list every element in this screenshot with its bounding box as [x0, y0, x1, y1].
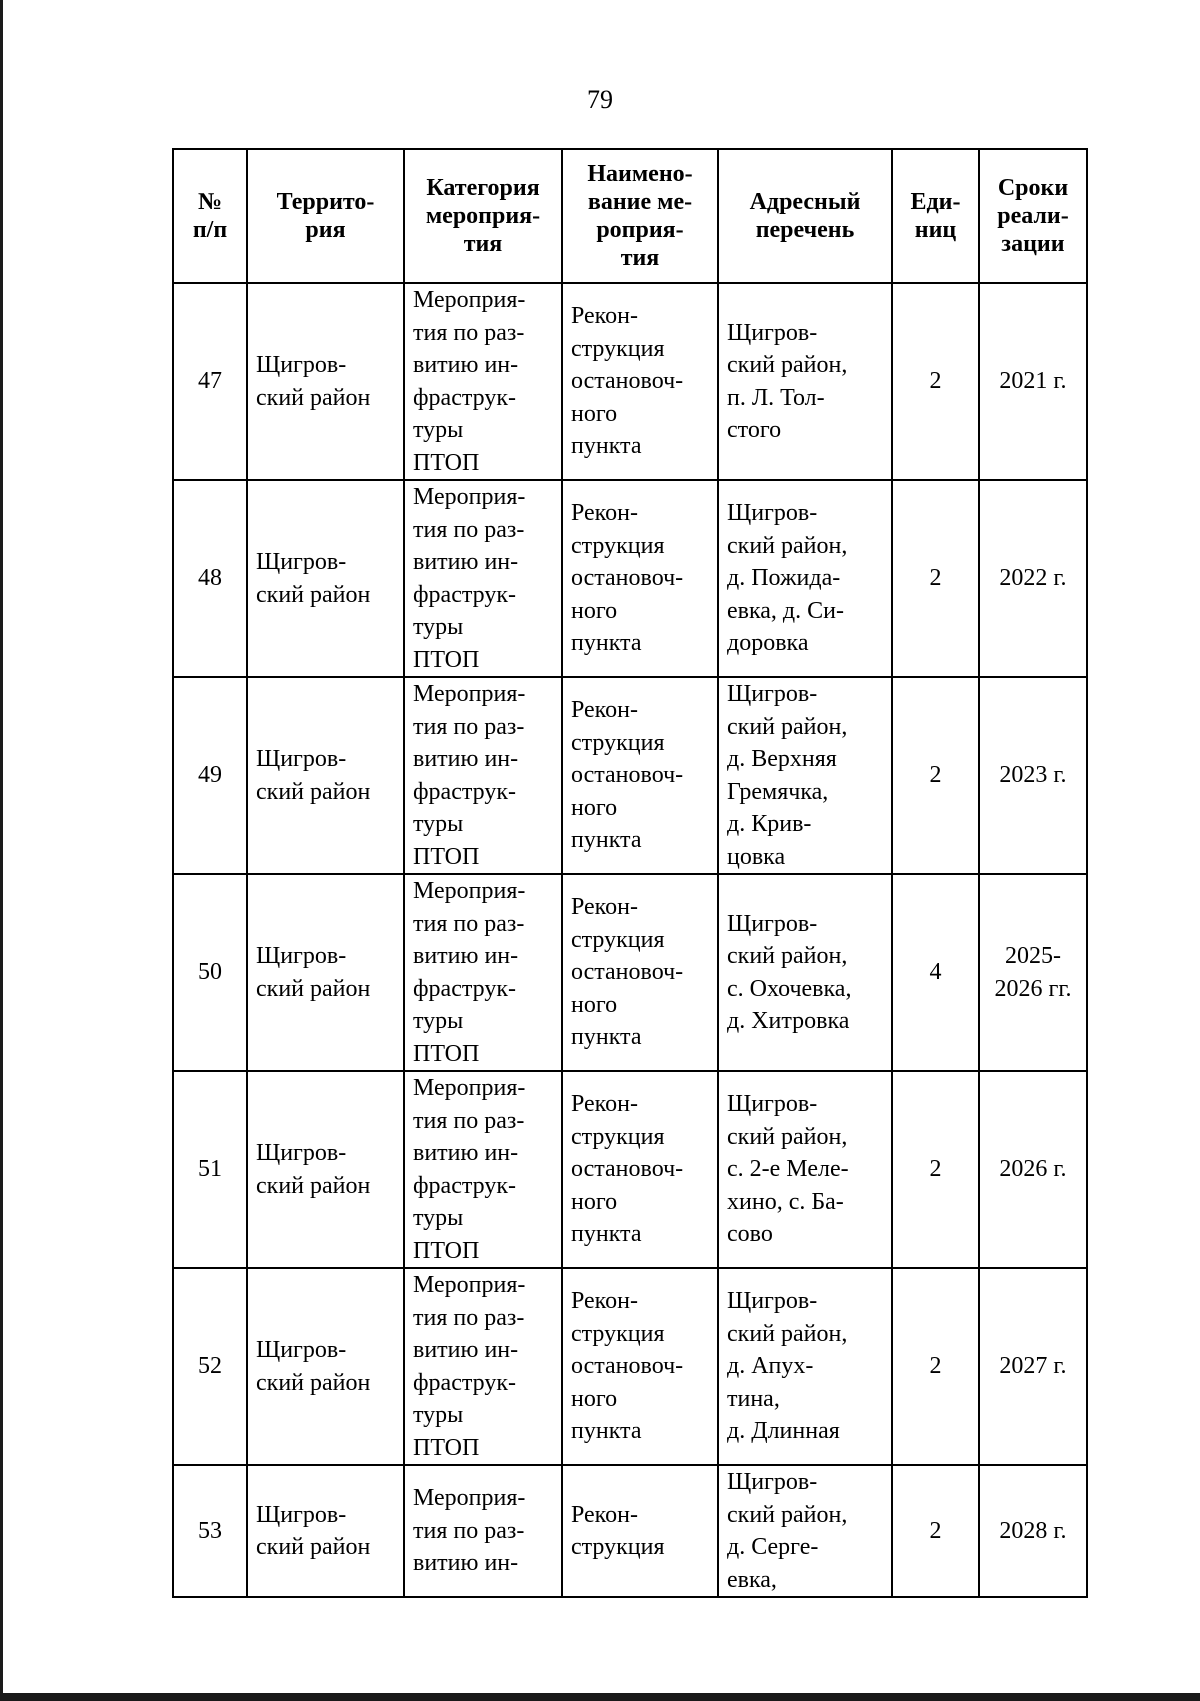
cell-territory: Щигров- ский район	[247, 283, 404, 480]
table-row	[173, 480, 1087, 677]
cell-period: 2026 г.	[979, 1071, 1087, 1268]
table-row	[173, 1268, 1087, 1465]
cell-name: Рекон- струкция	[562, 1465, 718, 1597]
cell-category: Мероприя- тия по раз- витию ин- фраструк- туры ПТОП	[404, 1071, 562, 1268]
cell-category: Мероприя- тия по раз- витию ин- фраструк- туры ПТОП	[404, 1268, 562, 1465]
cell-category: Мероприя- тия по раз- витию ин- фраструк- туры ПТОП	[404, 874, 562, 1071]
cell-units: 2	[892, 1071, 979, 1268]
header-num: № п/п	[173, 149, 247, 283]
table-header	[173, 149, 1087, 283]
cell-territory: Щигров- ский район	[247, 1268, 404, 1465]
cell-address: Щигров- ский район, д. Верхняя Гремячка, д. Крив- цовка	[718, 677, 892, 874]
cell-name: Рекон- струкция остановоч- ного пункта	[562, 283, 718, 480]
cell-units: 2	[892, 1465, 979, 1597]
table-row	[173, 874, 1087, 1071]
cell-category: Мероприя- тия по раз- витию ин-	[404, 1465, 562, 1597]
cell-category: Мероприя- тия по раз- витию ин- фраструк- туры ПТОП	[404, 283, 562, 480]
cell-territory: Щигров- ский район	[247, 1071, 404, 1268]
cell-num: 49	[173, 677, 247, 874]
cell-units: 2	[892, 480, 979, 677]
cell-num: 50	[173, 874, 247, 1071]
cell-num: 48	[173, 480, 247, 677]
header-period: Сроки реали- зации	[979, 149, 1087, 283]
cell-num: 51	[173, 1071, 247, 1268]
cell-territory: Щигров- ский район	[247, 677, 404, 874]
table-row	[173, 677, 1087, 874]
cell-address: Щигров- ский район, д. Пожида- евка, д. Си- доровка	[718, 480, 892, 677]
scan-left-edge	[0, 0, 3, 1701]
header-units: Еди- ниц	[892, 149, 979, 283]
cell-name: Рекон- струкция остановоч- ного пункта	[562, 677, 718, 874]
cell-address: Щигров- ский район, д. Апух- тина, д. Длинная	[718, 1268, 892, 1465]
cell-units: 2	[892, 283, 979, 480]
header-name: Наимено- вание ме- роприя- тия	[562, 149, 718, 283]
cell-territory: Щигров- ский район	[247, 480, 404, 677]
header-territory: Террито- рия	[247, 149, 404, 283]
header-address: Адресный перечень	[718, 149, 892, 283]
cell-units: 2	[892, 1268, 979, 1465]
cell-name: Рекон- струкция остановоч- ного пункта	[562, 1071, 718, 1268]
measures-table	[172, 148, 1088, 1598]
table-body	[173, 283, 1087, 1597]
cell-num: 52	[173, 1268, 247, 1465]
cell-name: Рекон- струкция остановоч- ного пункта	[562, 480, 718, 677]
cell-units: 2	[892, 677, 979, 874]
cell-period: 2027 г.	[979, 1268, 1087, 1465]
table-row	[173, 283, 1087, 480]
cell-territory: Щигров- ский район	[247, 874, 404, 1071]
cell-address: Щигров- ский район, с. 2-е Меле- хино, с. Ба- сово	[718, 1071, 892, 1268]
cell-num: 53	[173, 1465, 247, 1597]
cell-category: Мероприя- тия по раз- витию ин- фраструк- туры ПТОП	[404, 480, 562, 677]
header-row	[173, 149, 1087, 283]
cell-num: 47	[173, 283, 247, 480]
cell-period: 2028 г.	[979, 1465, 1087, 1597]
cell-category: Мероприя- тия по раз- витию ин- фраструк- туры ПТОП	[404, 677, 562, 874]
cell-territory: Щигров- ский район	[247, 1465, 404, 1597]
header-category: Категория мероприя- тия	[404, 149, 562, 283]
cell-address: Щигров- ский район, п. Л. Тол- стого	[718, 283, 892, 480]
table-row	[173, 1465, 1087, 1597]
scan-bottom-edge	[0, 1693, 1200, 1701]
cell-period: 2021 г.	[979, 283, 1087, 480]
cell-address: Щигров- ский район, с. Охочевка, д. Хитровка	[718, 874, 892, 1071]
cell-period: 2023 г.	[979, 677, 1087, 874]
cell-period: 2025- 2026 гг.	[979, 874, 1087, 1071]
cell-name: Рекон- струкция остановоч- ного пункта	[562, 874, 718, 1071]
cell-units: 4	[892, 874, 979, 1071]
cell-period: 2022 г.	[979, 480, 1087, 677]
cell-name: Рекон- струкция остановоч- ного пункта	[562, 1268, 718, 1465]
table-row	[173, 1071, 1087, 1268]
page-number: 79	[587, 85, 613, 114]
cell-address: Щигров- ский район, д. Серге- евка,	[718, 1465, 892, 1597]
